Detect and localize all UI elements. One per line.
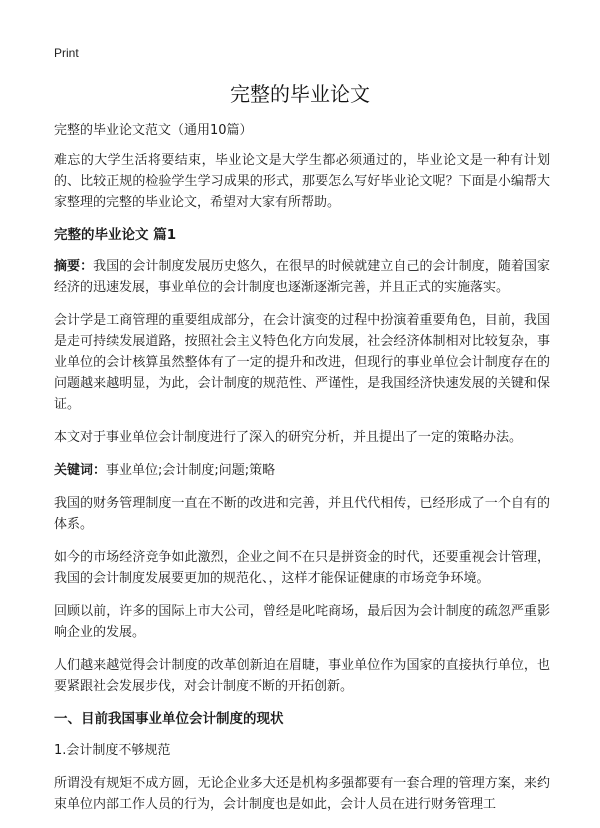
body-paragraph-3: 我国的财务管理制度一直在不断的改进和完善，并且代代相传，已经形成了一个自有的体系。	[54, 496, 550, 532]
abstract-text: 我国的会计制度发展历史悠久，在很早的时候就建立自己的会计制度，随着国家经济的迅速发展，事业单位的会计制度也逐渐逐渐完善，并且正式的实施落实。	[54, 259, 550, 295]
body-paragraph-5: 回顾以前，许多的国际上市大公司，曾经是叱咤商场，最后因为会计制度的疏忽严重影响企业的发展。	[54, 604, 550, 640]
keywords-label: 关键词：	[54, 463, 107, 478]
abstract-label: 摘要：	[54, 259, 94, 274]
document-body	[54, 120, 550, 827]
body-paragraph-1: 会计学是工商管理的重要组成部分，在会计演变的过程中扮演着重要角色，目前，我国是走可持续发展道路，按照社会主义特色化方向发展，社会经济体制相对比较复杂，事业单位的会计核算虽然整体有了一定的提升和改进，但现行的事业单位会计制度存在的问题越来越明显，为此，会计制度的规范性、严谨性，是我国经济快速发展的关键和保证。	[54, 313, 550, 412]
print-label: Print	[54, 46, 79, 60]
body-paragraph-4: 如今的市场经济竞争如此激烈，企业之间不在只是拼资金的时代，还要重视会计管理，我国的会计制度发展要更加的规范化、，这样才能保证健康的市场竞争环境。	[54, 550, 550, 586]
intro-paragraph: 难忘的大学生活将要结束，毕业论文是大学生都必须通过的，毕业论文是一种有计划的、比较正规的检验学生学习成果的形式，那要怎么写好毕业论文呢？下面是小编帮大家整理的完整的毕业论文，希望对大家有所帮助。	[54, 153, 550, 210]
body-paragraph-6: 人们越来越觉得会计制度的改革创新迫在眉睫，事业单位作为国家的直接执行单位，也要紧跟社会发展步伐，对会计制度不断的开拓创新。	[54, 658, 550, 694]
keywords-paragraph	[54, 460, 550, 481]
body-paragraph-2: 本文对于事业单位会计制度进行了深入的研究分析，并且提出了一定的策略办法。	[54, 430, 523, 445]
body-paragraph-7: 所谓没有规矩不成方圆，无论企业多大还是机构多强都要有一套合理的管理方案，来约束单位内部工作人员的行为，会计制度也是如此，会计人员在进行财务管理工	[54, 776, 550, 812]
sub-item-heading: 1.会计制度不够规范	[54, 743, 171, 758]
document-title: 完整的毕业论文	[230, 82, 370, 106]
abstract-paragraph	[54, 256, 550, 298]
section-subheading: 一、目前我国事业单位会计制度的现状	[54, 711, 284, 727]
keywords-text: 事业单位;会计制度;问题;策略	[106, 463, 276, 478]
document-subtitle: 完整的毕业论文范文（通用10篇）	[54, 123, 253, 138]
section-heading: 完整的毕业论文 篇1	[54, 227, 177, 243]
